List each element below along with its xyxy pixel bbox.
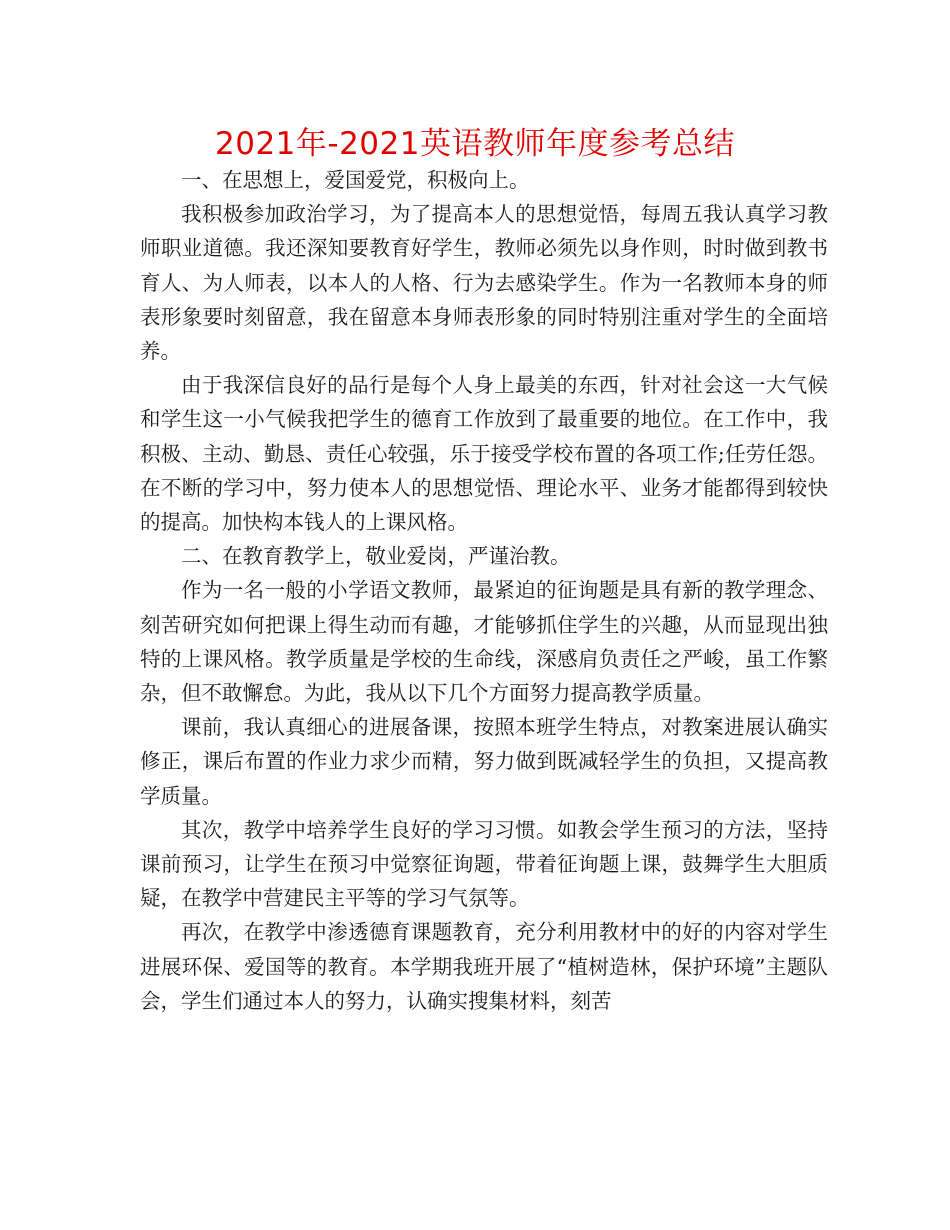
document-title: 2021年-2021英语教师年度参考总结 bbox=[215, 126, 735, 162]
paragraph: 其次，教学中培养学生良好的学习习惯。如教会学生预习的方法，坚持课前预习，让学生在预习中觉察征询题，带着征询题上课，鼓舞学生大胆质疑，在教学中营建民主平等的学习气氛等。 bbox=[140, 817, 828, 911]
paragraph: 课前，我认真细心的进展备课，按照本班学生特点，对教案进展认确实修正，课后布置的作业力求少而精，努力做到既减轻学生的负担，又提高教学质量。 bbox=[140, 715, 828, 808]
paragraph: 作为一名一般的小学语文教师，最紧迫的征询题是具有新的教学理念、刻苦研究如何把课上得生动而有趣，才能够抓住学生的兴趣，从而显现出独特的上课风格。教学质量是学校的生命线，深感肩负责任之严峻，虽工作繁杂，但不敢懈怠。为此，我从以下几个方面努力提高教学质量。 bbox=[140, 578, 828, 706]
section-heading-2: 二、在教育教学上，敬业爱岗，严谨治教。 bbox=[181, 544, 571, 569]
section-heading-1: 一、在思想上，爱国爱党，积极向上。 bbox=[181, 168, 530, 192]
document-body bbox=[140, 163, 828, 1018]
paragraph: 由于我深信良好的品行是每个人身上最美的东西，针对社会这一大气候和学生这一小气候我把学生的德育工作放到了最重要的地位。在工作中，我积极、主动、勤恳、责任心较强，乐于接受学校布置的各项工作;任劳任怨。在不断的学习中，努力使本人的思想觉悟、理论水平、业务才能都得到较快的提高。加快构本钱人的上课风格。 bbox=[140, 373, 828, 535]
paragraph: 再次，在教学中渗透德育课题教育，充分利用教材中的好的内容对学生进展环保、爱国等的教育。本学期我班开展了“植树造林，保护环境”主题队会，学生们通过本人的努力，认确实搜集材料，刻苦 bbox=[140, 920, 828, 1013]
paragraph: 我积极参加政治学习，为了提高本人的思想觉悟，每周五我认真学习教师职业道德。我还深知要教育好学生，教师必须先以身作则，时时做到教书育人、为人师表，以本人的人格、行为去感染学生。作为一名教师本身的师表形象要时刻留意，我在留意本身师表形象的同时特别注重对学生的全面培养。 bbox=[140, 202, 828, 364]
